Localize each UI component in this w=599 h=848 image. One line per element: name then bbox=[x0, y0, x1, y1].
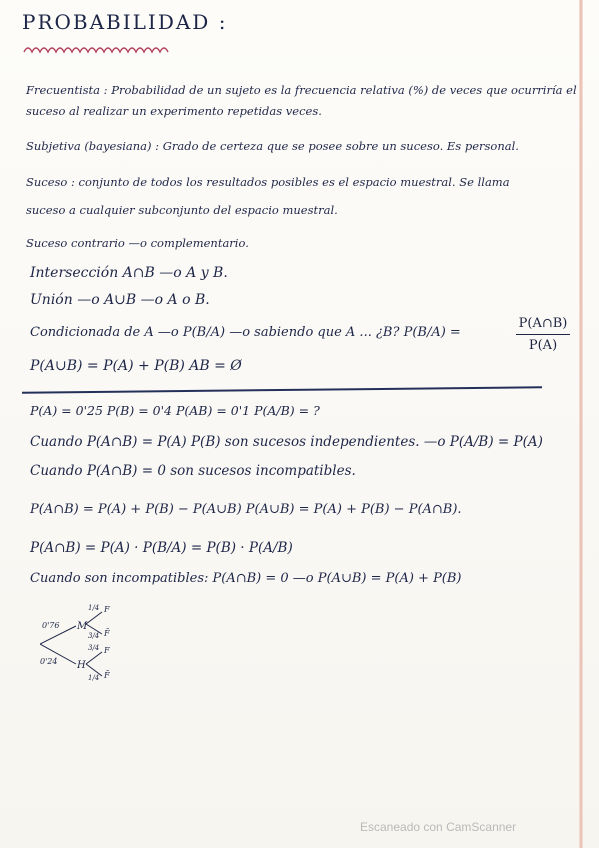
fraction-bar bbox=[516, 334, 570, 335]
tree-prob-hfbar: 1/4 bbox=[88, 674, 100, 682]
interseccion-line: Intersección A∩B —o A y B. bbox=[30, 265, 228, 281]
tree-branch-hf bbox=[86, 652, 102, 664]
tree-prob-mf: 1/4 bbox=[88, 604, 100, 612]
tree-node-h: H bbox=[77, 660, 86, 671]
tree-node-m: M bbox=[77, 621, 88, 632]
page-title: PROBABILIDAD : bbox=[22, 10, 228, 34]
frecuentista-line-2: suceso al realizar un experimento repetidas veces. bbox=[26, 104, 322, 118]
frecuentista-line-1: Frecuentista : Probabilidad de un sujeto es la frecuencia relativa (%) de veces que ocurriría el bbox=[26, 83, 577, 97]
subjetiva-line: Subjetiva (bayesiana) : Grado de certeza que se posee sobre un suceso. Es personal. bbox=[26, 139, 519, 153]
union-formula-line: P(A∪B) = P(A) + P(B) AB = Ø bbox=[30, 358, 242, 374]
incompatibles-formula-line: Cuando son incompatibles: P(A∩B) = 0 —o P(A∪B) = P(A) + P(B) bbox=[30, 571, 462, 586]
tree-leaf-f3: F bbox=[104, 646, 110, 655]
tree-branch-mf bbox=[86, 612, 102, 624]
conditional-fraction bbox=[516, 316, 570, 353]
tree-leaf-f1: F bbox=[104, 605, 110, 614]
suceso-line-1: Suceso : conjunto de todos los resultados posibles es el espacio muestral. Se llama bbox=[26, 175, 510, 189]
tree-leaf-f4: F̄ bbox=[104, 671, 110, 680]
camscanner-watermark: Escaneado con CamScanner bbox=[360, 820, 517, 834]
formula-line-1: P(A∩B) = P(A) + P(B) − P(A∪B) P(A∪B) = P(A) + P(B) − P(A∩B). bbox=[30, 502, 462, 517]
suceso-line-2: suceso a cualquier subconjunto del espacio muestral. bbox=[26, 203, 338, 217]
datos-line: P(A) = 0'25 P(B) = 0'4 P(AB) = 0'1 P(A/B) = ? bbox=[30, 403, 320, 418]
fraction-denominator: P(A) bbox=[528, 338, 558, 353]
independientes-line: Cuando P(A∩B) = P(A) P(B) son sucesos independientes. —o P(A/B) = P(A) bbox=[30, 434, 543, 450]
probability-tree-diagram bbox=[40, 598, 130, 688]
fraction-numerator: P(A∩B) bbox=[518, 316, 568, 331]
tree-prob-m: 0'76 bbox=[42, 621, 60, 630]
tree-prob-mfbar: 3/4 bbox=[88, 632, 100, 640]
suceso-contrario-line: Suceso contrario —o complementario. bbox=[26, 236, 249, 250]
formula-line-2: P(A∩B) = P(A) · P(B/A) = P(B) · P(A/B) bbox=[30, 540, 293, 556]
condicionada-line: Condicionada de A —o P(B/A) —o sabiendo que A ... ¿B? P(B/A) = bbox=[30, 325, 461, 340]
page-margin-edge bbox=[579, 0, 583, 848]
title-underline-squiggle bbox=[22, 44, 172, 56]
tree-prob-hf: 3/4 bbox=[88, 644, 100, 652]
union-line: Unión —o A∪B —o A o B. bbox=[30, 292, 210, 308]
incompatibles-line: Cuando P(A∩B) = 0 son sucesos incompatibles. bbox=[30, 463, 356, 479]
tree-prob-h: 0'24 bbox=[40, 657, 58, 666]
tree-leaf-f2: F̄ bbox=[104, 629, 110, 638]
